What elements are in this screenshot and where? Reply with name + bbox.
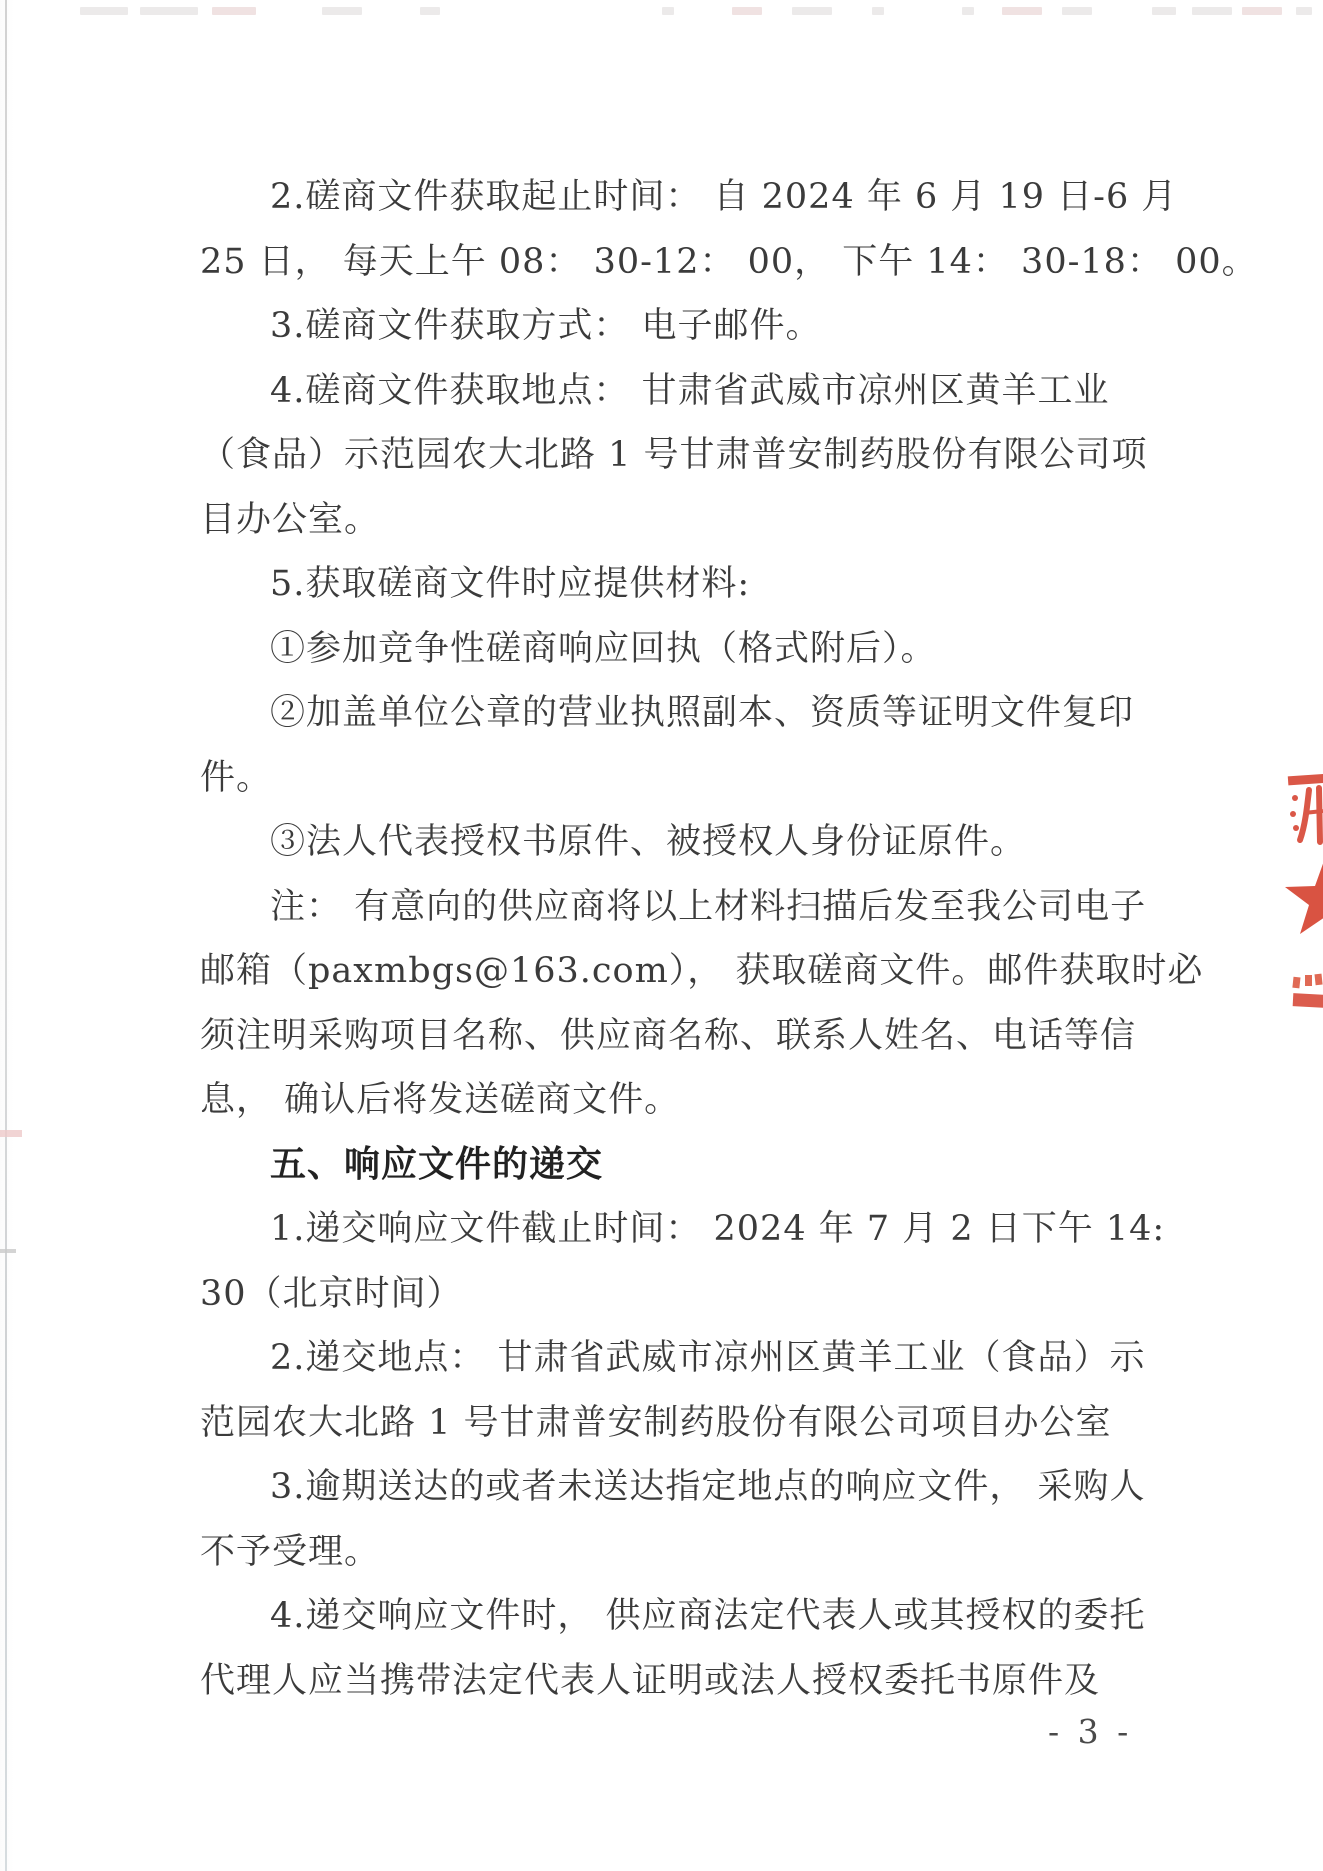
seal-icon <box>1275 768 1323 1018</box>
text-line: 范园农大北路 1 号甘肃普安制药股份有限公司项目办公室 <box>200 1402 1112 1443</box>
scan-edge-line <box>5 0 7 1871</box>
text-line: 邮箱（paxmbgs@163.com）， 获取磋商文件。邮件获取时必 <box>200 951 1204 991</box>
text-line: 件。 <box>200 757 273 798</box>
text-line: 30（北京时间） <box>200 1273 463 1314</box>
text-line: 4.磋商文件获取地点： 甘肃省武威市凉州区黄羊工业 <box>270 370 1110 411</box>
text-line: 3.磋商文件获取方式： 电子邮件。 <box>270 306 822 346</box>
section-heading: 五、响应文件的递交 <box>270 1143 604 1185</box>
text-line: ①参加竞争性磋商响应回执（格式附后）。 <box>270 628 937 669</box>
text-line: 25 日， 每天上午 08： 30-12： 00， 下午 14： 30-18： 00。 <box>200 241 1258 282</box>
text-line: 3.逾期送达的或者未送达指定地点的响应文件， 采购人 <box>270 1467 1146 1507</box>
text-line: ②加盖单位公章的营业执照副本、资质等证明文件复印 <box>270 693 1135 733</box>
text-line: 目办公室。 <box>200 499 381 540</box>
official-seal-stamp-fragment <box>1275 768 1323 1018</box>
text-line: （食品）示范园农大北路 1 号甘肃普安制药股份有限公司项 <box>200 435 1148 475</box>
text-line: ③法人代表授权书原件、被授权人身份证原件。 <box>270 822 1027 862</box>
page-number: - 3 - <box>1048 1712 1133 1751</box>
text-line: 5.获取磋商文件时应提供材料: <box>270 564 751 604</box>
scan-artifact-gray-dash <box>0 1249 16 1253</box>
text-line: 息， 确认后将发送磋商文件。 <box>200 1080 681 1120</box>
text-line: 须注明采购项目名称、供应商名称、联系人姓名、电话等信 <box>200 1015 1137 1056</box>
text-line: 代理人应当携带法定代表人证明或法人授权委托书原件及 <box>200 1660 1101 1701</box>
text-line: 不予受理。 <box>200 1531 381 1572</box>
text-line: 2.磋商文件获取起止时间： 自 2024 年 6 月 19 日-6 月 <box>270 177 1178 217</box>
text-line: 注： 有意向的供应商将以上材料扫描后发至我公司电子 <box>270 886 1147 927</box>
text-line: 1.递交响应文件截止时间： 2024 年 7 月 2 日下午 14: <box>270 1209 1166 1249</box>
scan-artifact-pink-dash <box>0 1130 22 1137</box>
text-line: 4.递交响应文件时， 供应商法定代表人或其授权的委托 <box>270 1596 1146 1636</box>
document-body <box>200 165 1258 1713</box>
text-line: 2.递交地点： 甘肃省武威市凉州区黄羊工业（食品）示 <box>270 1338 1146 1378</box>
